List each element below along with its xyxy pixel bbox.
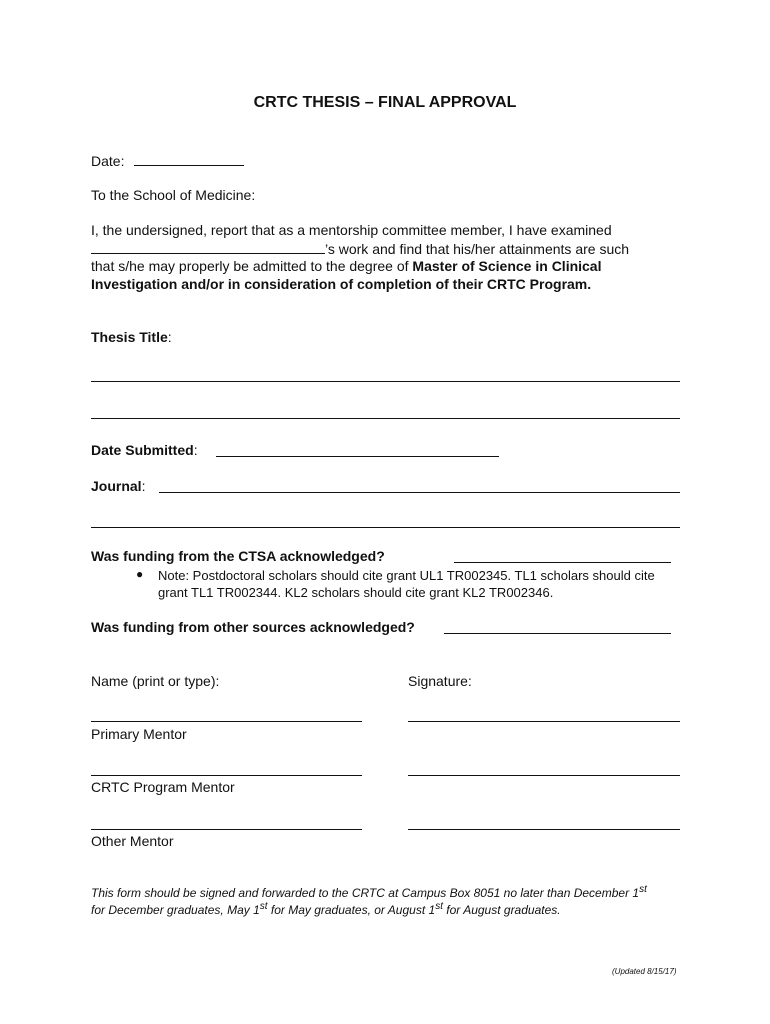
instructions-text-1: This form should be signed and forwarded to the CRTC at Campus Box 8051 no later than December 1 <box>91 886 640 900</box>
paragraph-line-3 <box>91 258 601 274</box>
date-label: Date: <box>91 153 125 169</box>
page-title: CRTC THESIS – FINAL APPROVAL <box>253 94 517 111</box>
ctsa-answer-field[interactable] <box>454 562 671 563</box>
instructions-text-4: for August graduates. <box>442 903 561 917</box>
other-sources-answer-field[interactable] <box>444 633 671 634</box>
ctsa-question: Was funding from the CTSA acknowledged? <box>91 548 385 564</box>
date-field[interactable] <box>134 152 244 166</box>
greeting: To the School of Medicine: <box>91 187 256 203</box>
role-other-mentor: Other Mentor <box>91 833 174 849</box>
superscript-st: st <box>639 884 647 895</box>
paragraph-line-2 <box>91 240 629 257</box>
program-mentor-name-field[interactable] <box>91 775 362 776</box>
paragraph-line-4: Investigation and/or in consideration of completion of their CRTC Program. <box>91 276 592 292</box>
instructions-text-3: for May graduates, or August 1 <box>267 903 436 917</box>
role-crtc-program-mentor: CRTC Program Mentor <box>91 779 235 795</box>
superscript-st: st <box>259 901 268 912</box>
journal-row <box>91 478 145 494</box>
thesis-title-field-2[interactable] <box>91 418 680 419</box>
degree-name: Master of Science in Clinical <box>412 258 602 274</box>
date-submitted-field[interactable] <box>216 456 499 457</box>
paragraph-line-2-text: ’s work and find that his/her attainments are such <box>325 241 630 257</box>
bullet-icon: ● <box>136 567 144 581</box>
primary-mentor-signature-field[interactable] <box>408 721 680 722</box>
colon: : <box>193 442 198 458</box>
colon: : <box>167 329 172 345</box>
other-mentor-signature-field[interactable] <box>408 829 680 830</box>
ctsa-note: Note: Postdoctoral scholars should cite grant UL1 TR002345. TL1 scholars should cite grant TL1 TR002344. KL2 scholars should cite grant KL2 TR002346. <box>158 568 655 600</box>
journal-label: Journal <box>91 478 142 494</box>
thesis-title-field-1[interactable] <box>91 381 680 382</box>
instructions-text-2: for December graduates, May 1 <box>91 903 260 917</box>
primary-mentor-name-field[interactable] <box>91 721 362 722</box>
thesis-title-row <box>91 329 172 345</box>
date-row <box>91 152 244 169</box>
name-header: Name (print or type): <box>91 673 220 689</box>
date-submitted-row <box>91 442 198 458</box>
student-name-field[interactable] <box>91 240 325 254</box>
paragraph-line-3-text: that s/he may properly be admitted to the degree of <box>91 258 413 274</box>
signature-header: Signature: <box>408 673 472 689</box>
journal-field-1[interactable] <box>159 492 680 493</box>
updated-date: (Updated 8/15/17) <box>612 967 677 976</box>
program-mentor-signature-field[interactable] <box>408 775 680 776</box>
colon: : <box>141 478 146 494</box>
journal-field-2[interactable] <box>91 527 680 528</box>
other-mentor-name-field[interactable] <box>91 829 362 830</box>
date-submitted-label: Date Submitted <box>91 442 194 458</box>
thesis-title-label: Thesis Title <box>91 329 168 345</box>
role-primary-mentor: Primary Mentor <box>91 726 187 742</box>
footer-instructions-line-1 <box>91 884 647 900</box>
footer-instructions-line-2 <box>91 901 561 917</box>
superscript-st: st <box>435 901 443 912</box>
paragraph-line-1: I, the undersigned, report that as a mentorship committee member, I have examined <box>91 222 612 238</box>
other-sources-question: Was funding from other sources acknowledged? <box>91 619 415 635</box>
